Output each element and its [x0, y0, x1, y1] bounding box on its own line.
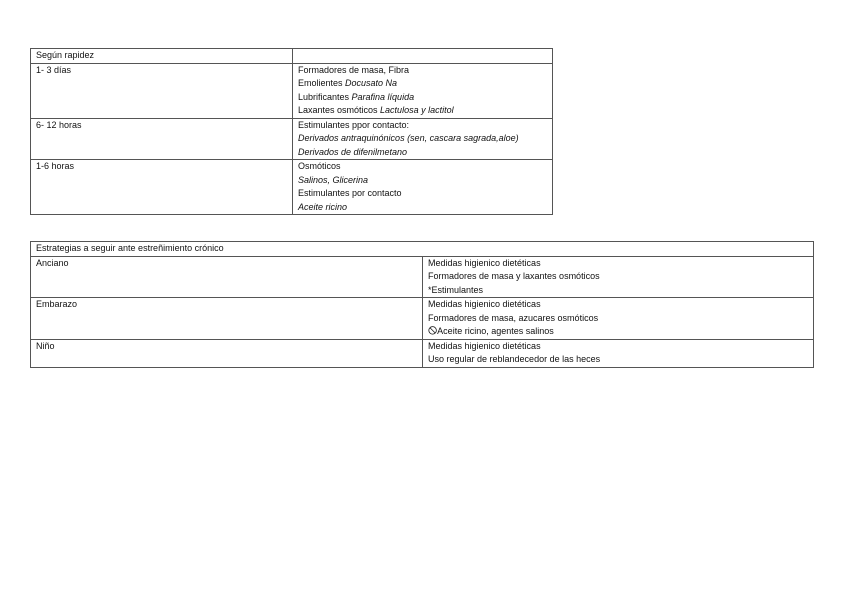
content-line: Lubrificantes Parafina líquida: [298, 91, 415, 102]
content-line: Medidas higienico dietéticas: [428, 340, 541, 351]
row-label: Embarazo: [31, 298, 423, 340]
content-line: Derivados antraquinónicos (sen, cascara sagrada,aloe): [298, 133, 519, 143]
laxatives-by-speed-table: [30, 48, 553, 215]
table-row: [31, 160, 553, 215]
row-label: 1- 3 días: [31, 63, 293, 118]
table-row: [31, 118, 553, 160]
content-line: Osmóticos: [298, 161, 341, 171]
content-line: Uso regular de reblandecedor de las heces: [428, 354, 601, 364]
table-header-cell-empty: [293, 49, 553, 64]
content-line: Estimulantes ppor contacto:: [298, 119, 410, 130]
content-line: Salinos, Glicerina: [298, 174, 369, 185]
content-line: Emolientes Docusato Na: [298, 78, 398, 88]
content-line: *Estimulantes: [428, 284, 484, 295]
row-content: [423, 256, 814, 298]
row-label: Anciano: [31, 256, 423, 298]
content-line: Formadores de masa, Fibra: [298, 64, 410, 75]
row-label: 1-6 horas: [31, 160, 293, 215]
row-content: [293, 160, 553, 215]
content-line: Estimulantes por contacto: [298, 188, 402, 198]
content-line: Medidas higienico dietéticas: [428, 299, 541, 309]
content-line: Formadores de masa, azucares osmóticos: [428, 312, 599, 323]
content-line: Derivados de difenilmetano: [298, 146, 408, 157]
chronic-constipation-strategies-table: [30, 241, 814, 368]
table-row: [31, 256, 814, 298]
table-row: [31, 63, 553, 118]
content-line: Laxantes osmóticos Lactulosa y lactitol: [298, 105, 454, 115]
row-content: [293, 63, 553, 118]
row-label: Niño: [31, 339, 423, 367]
row-label: 6- 12 horas: [31, 118, 293, 160]
row-content: [293, 118, 553, 160]
table-row: [31, 298, 814, 340]
table-header-row: [31, 49, 553, 64]
content-line: Medidas higienico dietéticas: [428, 257, 541, 268]
content-line: Formadores de masa y laxantes osmóticos: [428, 271, 600, 281]
table-header-row: [31, 242, 814, 257]
content-line: 🛇Aceite ricino, agentes salinos: [428, 326, 554, 336]
content-line: Aceite ricino: [298, 201, 348, 212]
row-content: [423, 339, 814, 367]
table-header-cell: Según rapidez: [31, 49, 293, 64]
row-content: [423, 298, 814, 340]
table-header-cell: Estrategias a seguir ante estreñimiento crónico: [31, 242, 814, 257]
table-row: [31, 339, 814, 367]
